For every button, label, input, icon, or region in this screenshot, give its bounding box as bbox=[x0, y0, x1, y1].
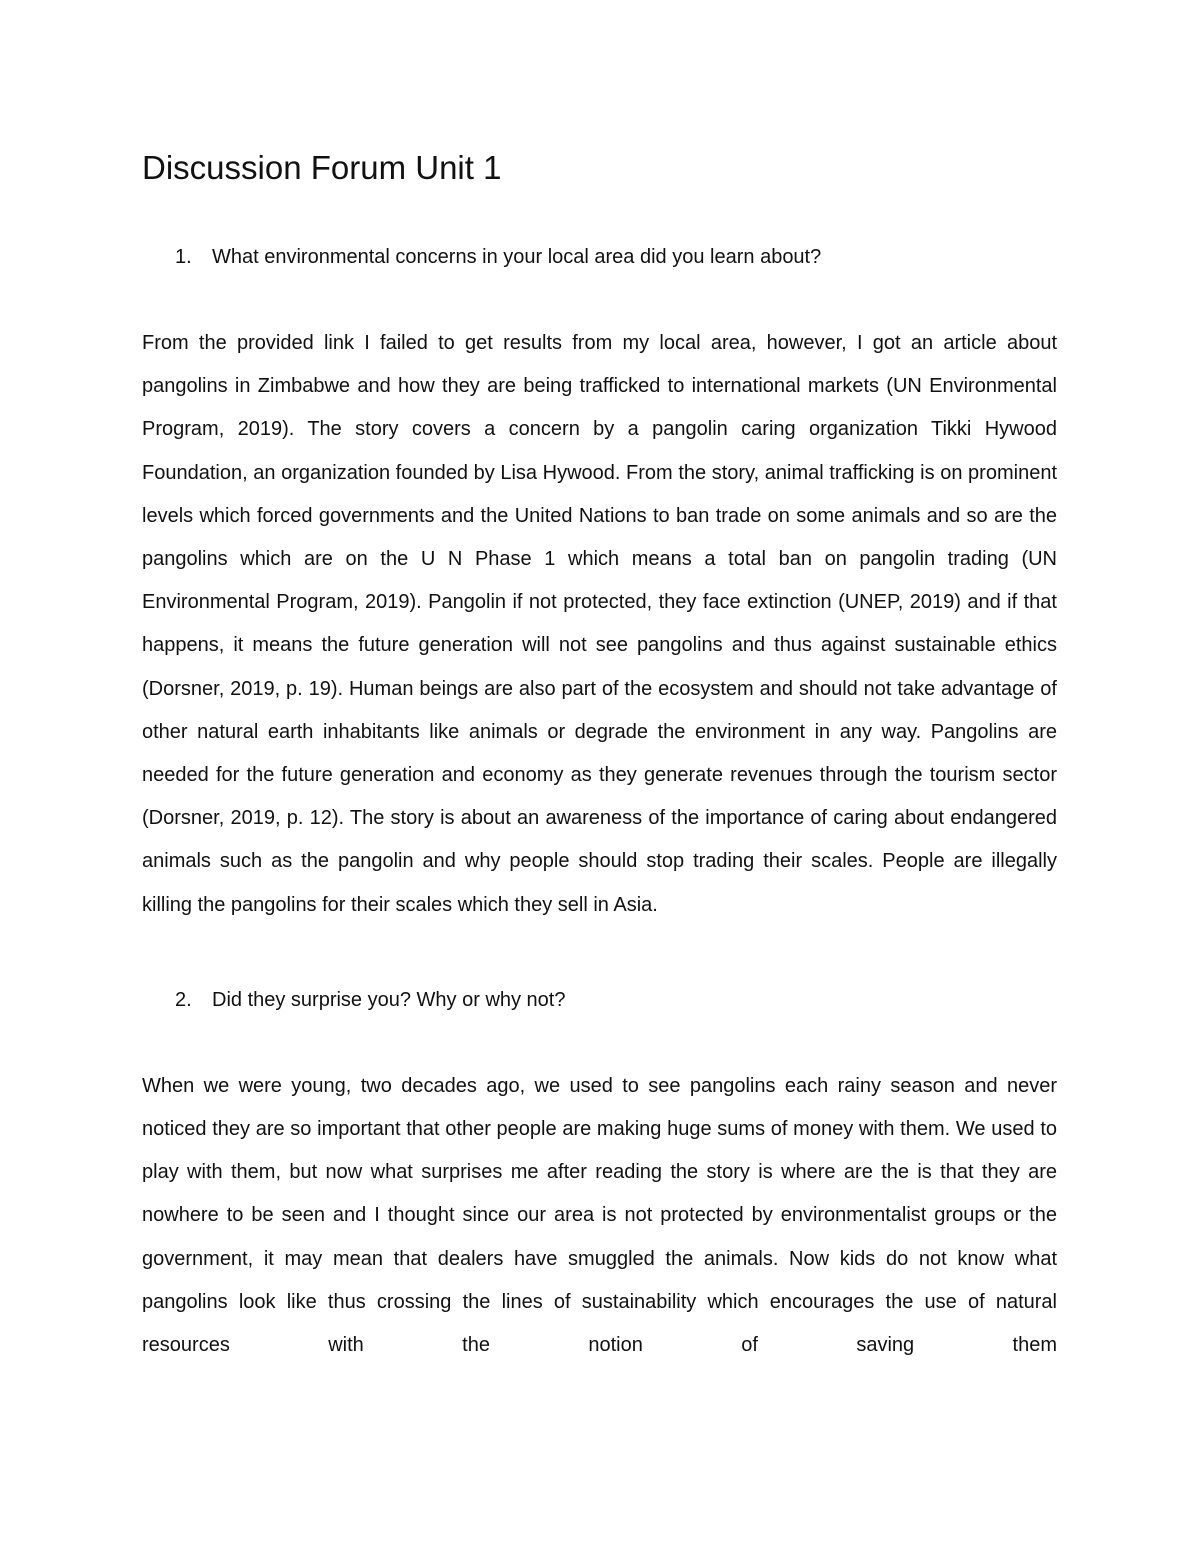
document-title: Discussion Forum Unit 1 bbox=[142, 149, 502, 186]
answer-2-paragraph: When we were young, two decades ago, we used to see pangolins each rainy season and never noticed they are so important that other people are making huge sums of money with them. We used to play with them, but now what surprises me after reading the story is where are the is that they are nowhere to be seen and I thought since our area is not protected by environmentalist groups or the government, it may mean that dealers have smuggled the animals. Now kids do not know what pangolins look like thus crossing the lines of sustainability which encourages the use of natural resources with the notion of saving them bbox=[142, 1074, 1057, 1357]
question-2 bbox=[142, 987, 1057, 1013]
question-2-number: 2. bbox=[175, 988, 192, 1011]
question-2-text: Did they surprise you? Why or why not? bbox=[212, 988, 566, 1011]
question-1-number: 1. bbox=[175, 246, 192, 268]
document-page bbox=[142, 148, 1057, 1367]
question-1-text: What environmental concerns in your local area did you learn about? bbox=[212, 246, 822, 268]
answer-1-paragraph: From the provided link I failed to get results from my local area, however, I got an article about pangolins in Zimbabwe and how they are being trafficked to international markets (UN Environmental Program, 2019). The story covers a concern by a pangolin caring organization Tikki Hywood Foundation, an organization founded by Lisa Hywood. From the story, animal trafficking is on prominent levels which forced governments and the United Nations to ban trade on some animals and so are the pangolins which are on the U N Phase 1 which means a total ban on pangolin trading (UN Environmental Program, 2019). Pangolin if not protected, they face extinction (UNEP, 2019) and if that happens, it means the future generation will not see pangolins and thus against sustainable ethics (Dorsner, 2019, p. 19). Human beings are also part of the ecosystem and should not take advantage of other natural earth inhabitants like animals or degrade the environment in any way. Pangolins are needed for the future generation and economy as they generate revenues through the tourism sector (Dorsner, 2019, p. 12). The story is about an awareness of the importance of caring about endangered animals such as the pangolin and why people should stop trading their scales. People are illegally killing the pangolins for their scales which they sell in Asia. bbox=[142, 332, 1057, 916]
question-1 bbox=[142, 244, 1057, 270]
